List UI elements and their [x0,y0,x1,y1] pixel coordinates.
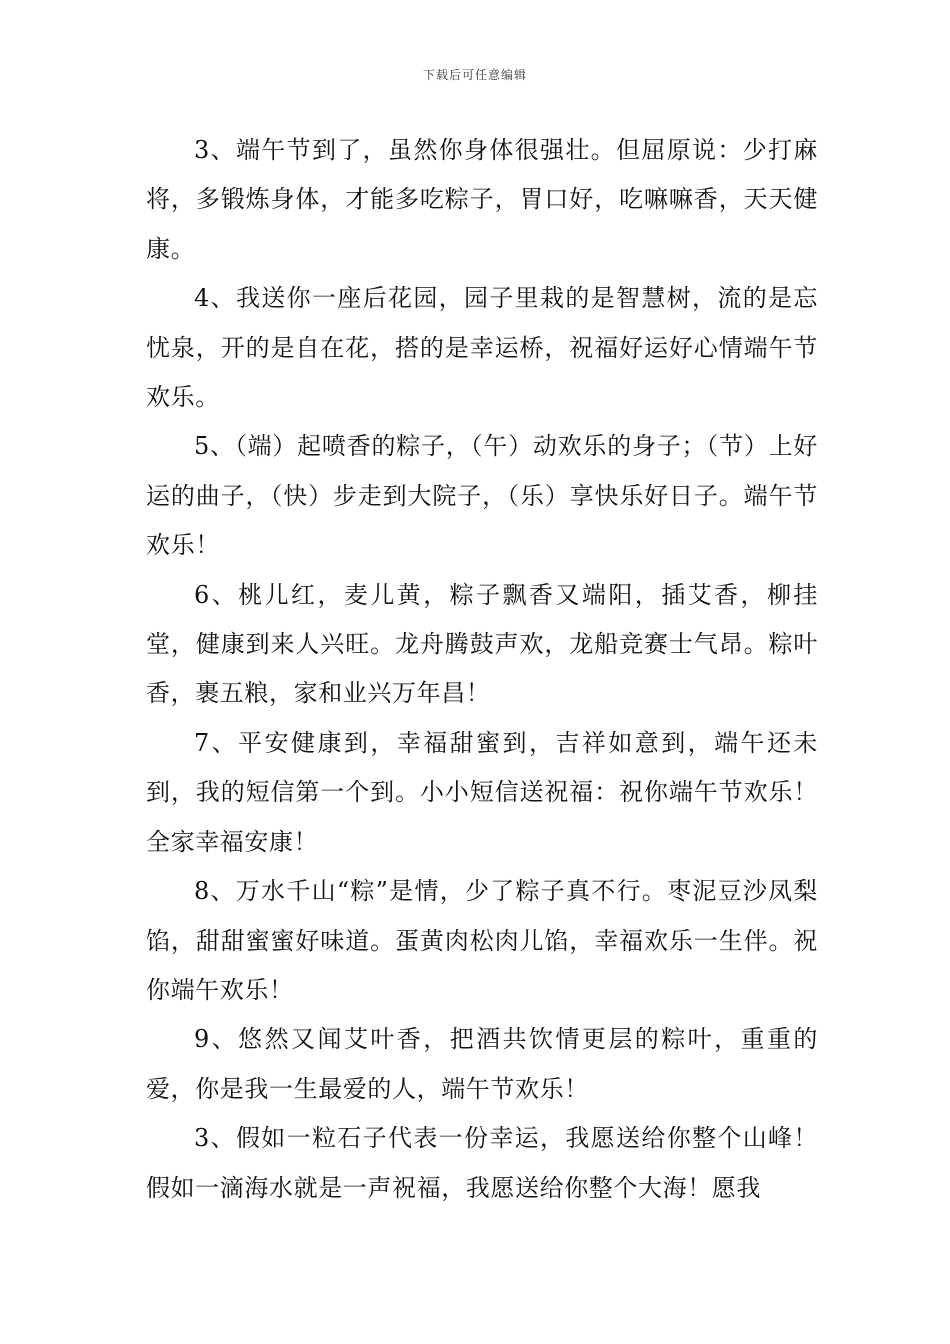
document-body [146,126,818,1213]
paragraph-6: 8、万水千山“粽”是情，少了粽子真不行。枣泥豆沙凤梨馅，甜甜蜜蜜好味道。蛋黄肉松肉儿馅，幸福欢乐一生伴。祝你端午欢乐！ [146,877,818,1004]
paragraph-2: 4、我送你一座后花园，园子里栽的是智慧树，流的是忘忧泉，开的是自在花，搭的是幸运桥，祝福好运好心情端午节欢乐。 [146,284,818,412]
paragraph-3: 5、（端）起喷香的粽子，（午）动欢乐的身子；（节）上好运的曲子，（快）步走到大院子，（乐）享快乐好日子。端午节欢乐！ [146,432,818,560]
paragraph-7: 9、悠然又闻艾叶香，把酒共饮情更层的粽叶，重重的爱，你是我一生最爱的人，端午节欢乐！ [146,1025,818,1103]
paragraph-8: 3、假如一粒石子代表一份幸运，我愿送给你整个山峰！假如一滴海水就是一声祝福，我愿送给你整个大海！愿我 [146,1124,818,1202]
page-header: 下载后可任意编辑 [422,68,527,82]
paragraph-5: 7、平安健康到，幸福甜蜜到，吉祥如意到，端午还未到，我的短信第一个到。小小短信送祝福：祝你端午节欢乐！全家幸福安康！ [146,728,818,856]
paragraph-1: 3、端午节到了，虽然你身体很强壮。但屈原说：少打麻将，多锻炼身体，才能多吃粽子，胃口好，吃嘛嘛香，天天健康。 [146,136,818,263]
paragraph-4: 6、桃儿红，麦儿黄，粽子飘香又端阳，插艾香，柳挂堂，健康到来人兴旺。龙舟腾鼓声欢，龙船竞赛士气昂。粽叶香，裹五粮，家和业兴万年昌！ [146,580,818,708]
